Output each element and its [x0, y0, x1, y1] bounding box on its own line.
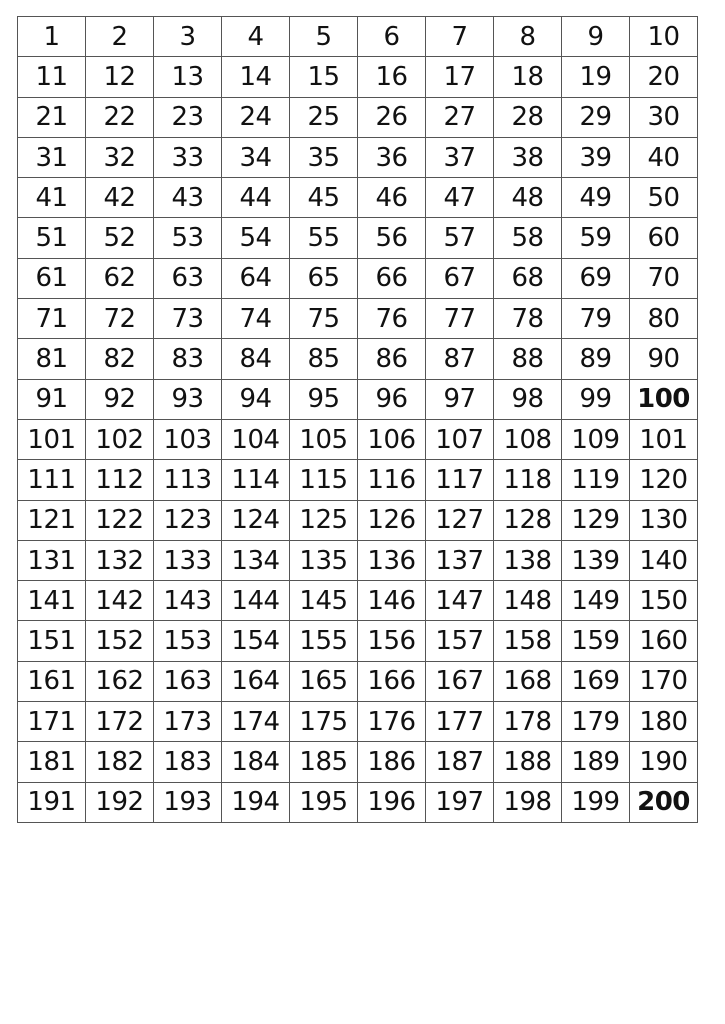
- number-cell: 5: [290, 17, 358, 57]
- number-cell: 53: [154, 218, 222, 258]
- grid-row: [18, 339, 698, 379]
- number-cell: 36: [358, 137, 426, 177]
- grid-row: [18, 661, 698, 701]
- number-cell: 132: [86, 540, 154, 580]
- number-cell: 57: [426, 218, 494, 258]
- number-cell: 100: [630, 379, 698, 419]
- number-cell: 157: [426, 621, 494, 661]
- number-cell: 200: [630, 782, 698, 822]
- number-cell: 154: [222, 621, 290, 661]
- number-cell: 104: [222, 419, 290, 459]
- grid-row: [18, 500, 698, 540]
- number-cell: 159: [562, 621, 630, 661]
- number-cell: 174: [222, 702, 290, 742]
- number-cell: 190: [630, 742, 698, 782]
- number-cell: 42: [86, 178, 154, 218]
- number-cell: 43: [154, 178, 222, 218]
- number-cell: 179: [562, 702, 630, 742]
- number-cell: 74: [222, 299, 290, 339]
- number-cell: 102: [86, 419, 154, 459]
- number-cell: 140: [630, 540, 698, 580]
- number-cell: 178: [494, 702, 562, 742]
- number-cell: 101: [18, 419, 86, 459]
- number-cell: 3: [154, 17, 222, 57]
- number-cell: 15: [290, 57, 358, 97]
- number-cell: 106: [358, 419, 426, 459]
- number-cell: 162: [86, 661, 154, 701]
- number-cell: 79: [562, 299, 630, 339]
- number-cell: 59: [562, 218, 630, 258]
- number-cell: 62: [86, 258, 154, 298]
- number-cell: 20: [630, 57, 698, 97]
- number-cell: 17: [426, 57, 494, 97]
- number-cell: 128: [494, 500, 562, 540]
- number-cell: 82: [86, 339, 154, 379]
- number-cell: 108: [494, 419, 562, 459]
- number-cell: 137: [426, 540, 494, 580]
- number-cell: 136: [358, 540, 426, 580]
- number-cell: 25: [290, 97, 358, 137]
- number-cell: 107: [426, 419, 494, 459]
- number-cell: 68: [494, 258, 562, 298]
- number-cell: 95: [290, 379, 358, 419]
- number-cell: 148: [494, 581, 562, 621]
- number-cell: 47: [426, 178, 494, 218]
- number-cell: 55: [290, 218, 358, 258]
- number-cell: 56: [358, 218, 426, 258]
- number-cell: 160: [630, 621, 698, 661]
- grid-row: [18, 460, 698, 500]
- grid-row: [18, 299, 698, 339]
- number-cell: 196: [358, 782, 426, 822]
- number-cell: 67: [426, 258, 494, 298]
- number-cell: 171: [18, 702, 86, 742]
- number-cell: 143: [154, 581, 222, 621]
- number-cell: 117: [426, 460, 494, 500]
- grid-row: [18, 540, 698, 580]
- number-cell: 35: [290, 137, 358, 177]
- number-cell: 21: [18, 97, 86, 137]
- number-cell: 9: [562, 17, 630, 57]
- number-cell: 73: [154, 299, 222, 339]
- number-cell: 163: [154, 661, 222, 701]
- number-cell: 119: [562, 460, 630, 500]
- number-cell: 146: [358, 581, 426, 621]
- number-grid-body: [18, 17, 698, 823]
- number-cell: 127: [426, 500, 494, 540]
- number-cell: 134: [222, 540, 290, 580]
- number-cell: 109: [562, 419, 630, 459]
- number-cell: 91: [18, 379, 86, 419]
- number-cell: 180: [630, 702, 698, 742]
- number-cell: 138: [494, 540, 562, 580]
- number-cell: 69: [562, 258, 630, 298]
- number-chart: [17, 16, 698, 823]
- number-cell: 189: [562, 742, 630, 782]
- number-cell: 14: [222, 57, 290, 97]
- grid-row: [18, 581, 698, 621]
- number-cell: 85: [290, 339, 358, 379]
- number-cell: 184: [222, 742, 290, 782]
- number-cell: 84: [222, 339, 290, 379]
- number-cell: 151: [18, 621, 86, 661]
- number-cell: 161: [18, 661, 86, 701]
- grid-row: [18, 137, 698, 177]
- number-cell: 186: [358, 742, 426, 782]
- number-cell: 10: [630, 17, 698, 57]
- number-cell: 129: [562, 500, 630, 540]
- number-cell: 32: [86, 137, 154, 177]
- number-cell: 1: [18, 17, 86, 57]
- grid-row: [18, 621, 698, 661]
- number-grid: [17, 16, 698, 823]
- number-cell: 173: [154, 702, 222, 742]
- number-cell: 98: [494, 379, 562, 419]
- number-cell: 77: [426, 299, 494, 339]
- number-cell: 131: [18, 540, 86, 580]
- number-cell: 46: [358, 178, 426, 218]
- number-cell: 51: [18, 218, 86, 258]
- number-cell: 52: [86, 218, 154, 258]
- number-cell: 92: [86, 379, 154, 419]
- number-cell: 141: [18, 581, 86, 621]
- number-cell: 38: [494, 137, 562, 177]
- grid-row: [18, 178, 698, 218]
- grid-row: [18, 258, 698, 298]
- number-cell: 80: [630, 299, 698, 339]
- number-cell: 22: [86, 97, 154, 137]
- number-cell: 193: [154, 782, 222, 822]
- number-cell: 153: [154, 621, 222, 661]
- number-cell: 181: [18, 742, 86, 782]
- number-cell: 142: [86, 581, 154, 621]
- number-cell: 37: [426, 137, 494, 177]
- number-cell: 72: [86, 299, 154, 339]
- number-cell: 2: [86, 17, 154, 57]
- number-cell: 187: [426, 742, 494, 782]
- number-cell: 124: [222, 500, 290, 540]
- number-cell: 54: [222, 218, 290, 258]
- number-cell: 185: [290, 742, 358, 782]
- grid-row: [18, 57, 698, 97]
- number-cell: 170: [630, 661, 698, 701]
- number-cell: 34: [222, 137, 290, 177]
- number-cell: 44: [222, 178, 290, 218]
- number-cell: 116: [358, 460, 426, 500]
- number-cell: 175: [290, 702, 358, 742]
- number-cell: 60: [630, 218, 698, 258]
- number-cell: 41: [18, 178, 86, 218]
- number-cell: 147: [426, 581, 494, 621]
- number-cell: 23: [154, 97, 222, 137]
- number-cell: 27: [426, 97, 494, 137]
- number-cell: 111: [18, 460, 86, 500]
- grid-row: [18, 97, 698, 137]
- number-cell: 81: [18, 339, 86, 379]
- number-cell: 150: [630, 581, 698, 621]
- number-cell: 33: [154, 137, 222, 177]
- number-cell: 130: [630, 500, 698, 540]
- number-cell: 86: [358, 339, 426, 379]
- number-cell: 133: [154, 540, 222, 580]
- number-cell: 195: [290, 782, 358, 822]
- number-cell: 168: [494, 661, 562, 701]
- number-cell: 70: [630, 258, 698, 298]
- number-cell: 144: [222, 581, 290, 621]
- number-cell: 177: [426, 702, 494, 742]
- grid-row: [18, 702, 698, 742]
- number-cell: 105: [290, 419, 358, 459]
- number-cell: 64: [222, 258, 290, 298]
- number-cell: 194: [222, 782, 290, 822]
- number-cell: 149: [562, 581, 630, 621]
- number-cell: 88: [494, 339, 562, 379]
- number-cell: 6: [358, 17, 426, 57]
- number-cell: 11: [18, 57, 86, 97]
- number-cell: 198: [494, 782, 562, 822]
- number-cell: 61: [18, 258, 86, 298]
- number-cell: 99: [562, 379, 630, 419]
- number-cell: 122: [86, 500, 154, 540]
- number-cell: 121: [18, 500, 86, 540]
- number-cell: 101: [630, 419, 698, 459]
- number-cell: 78: [494, 299, 562, 339]
- number-cell: 16: [358, 57, 426, 97]
- grid-row: [18, 218, 698, 258]
- number-cell: 58: [494, 218, 562, 258]
- number-cell: 40: [630, 137, 698, 177]
- grid-row: [18, 742, 698, 782]
- number-cell: 97: [426, 379, 494, 419]
- number-cell: 145: [290, 581, 358, 621]
- number-cell: 26: [358, 97, 426, 137]
- number-cell: 8: [494, 17, 562, 57]
- number-cell: 197: [426, 782, 494, 822]
- number-cell: 50: [630, 178, 698, 218]
- number-cell: 75: [290, 299, 358, 339]
- number-cell: 191: [18, 782, 86, 822]
- number-cell: 89: [562, 339, 630, 379]
- number-cell: 139: [562, 540, 630, 580]
- number-cell: 169: [562, 661, 630, 701]
- number-cell: 152: [86, 621, 154, 661]
- number-cell: 158: [494, 621, 562, 661]
- number-cell: 18: [494, 57, 562, 97]
- number-cell: 118: [494, 460, 562, 500]
- grid-row: [18, 379, 698, 419]
- number-cell: 93: [154, 379, 222, 419]
- number-cell: 65: [290, 258, 358, 298]
- grid-row: [18, 782, 698, 822]
- number-cell: 45: [290, 178, 358, 218]
- number-cell: 30: [630, 97, 698, 137]
- number-cell: 103: [154, 419, 222, 459]
- number-cell: 135: [290, 540, 358, 580]
- number-cell: 48: [494, 178, 562, 218]
- number-cell: 24: [222, 97, 290, 137]
- number-cell: 192: [86, 782, 154, 822]
- number-cell: 199: [562, 782, 630, 822]
- number-cell: 113: [154, 460, 222, 500]
- grid-row: [18, 419, 698, 459]
- number-cell: 71: [18, 299, 86, 339]
- number-cell: 49: [562, 178, 630, 218]
- number-cell: 164: [222, 661, 290, 701]
- number-cell: 96: [358, 379, 426, 419]
- number-cell: 183: [154, 742, 222, 782]
- number-cell: 182: [86, 742, 154, 782]
- number-cell: 39: [562, 137, 630, 177]
- number-cell: 7: [426, 17, 494, 57]
- number-cell: 4: [222, 17, 290, 57]
- number-cell: 114: [222, 460, 290, 500]
- number-cell: 76: [358, 299, 426, 339]
- number-cell: 126: [358, 500, 426, 540]
- number-cell: 63: [154, 258, 222, 298]
- number-cell: 115: [290, 460, 358, 500]
- number-cell: 166: [358, 661, 426, 701]
- grid-row: [18, 17, 698, 57]
- number-cell: 19: [562, 57, 630, 97]
- number-cell: 123: [154, 500, 222, 540]
- number-cell: 29: [562, 97, 630, 137]
- number-cell: 165: [290, 661, 358, 701]
- number-cell: 188: [494, 742, 562, 782]
- number-cell: 12: [86, 57, 154, 97]
- number-cell: 94: [222, 379, 290, 419]
- number-cell: 90: [630, 339, 698, 379]
- number-cell: 13: [154, 57, 222, 97]
- number-cell: 83: [154, 339, 222, 379]
- number-cell: 28: [494, 97, 562, 137]
- number-cell: 112: [86, 460, 154, 500]
- number-cell: 172: [86, 702, 154, 742]
- number-cell: 155: [290, 621, 358, 661]
- number-cell: 156: [358, 621, 426, 661]
- number-cell: 125: [290, 500, 358, 540]
- number-cell: 87: [426, 339, 494, 379]
- number-cell: 66: [358, 258, 426, 298]
- number-cell: 31: [18, 137, 86, 177]
- number-cell: 167: [426, 661, 494, 701]
- number-cell: 120: [630, 460, 698, 500]
- number-cell: 176: [358, 702, 426, 742]
